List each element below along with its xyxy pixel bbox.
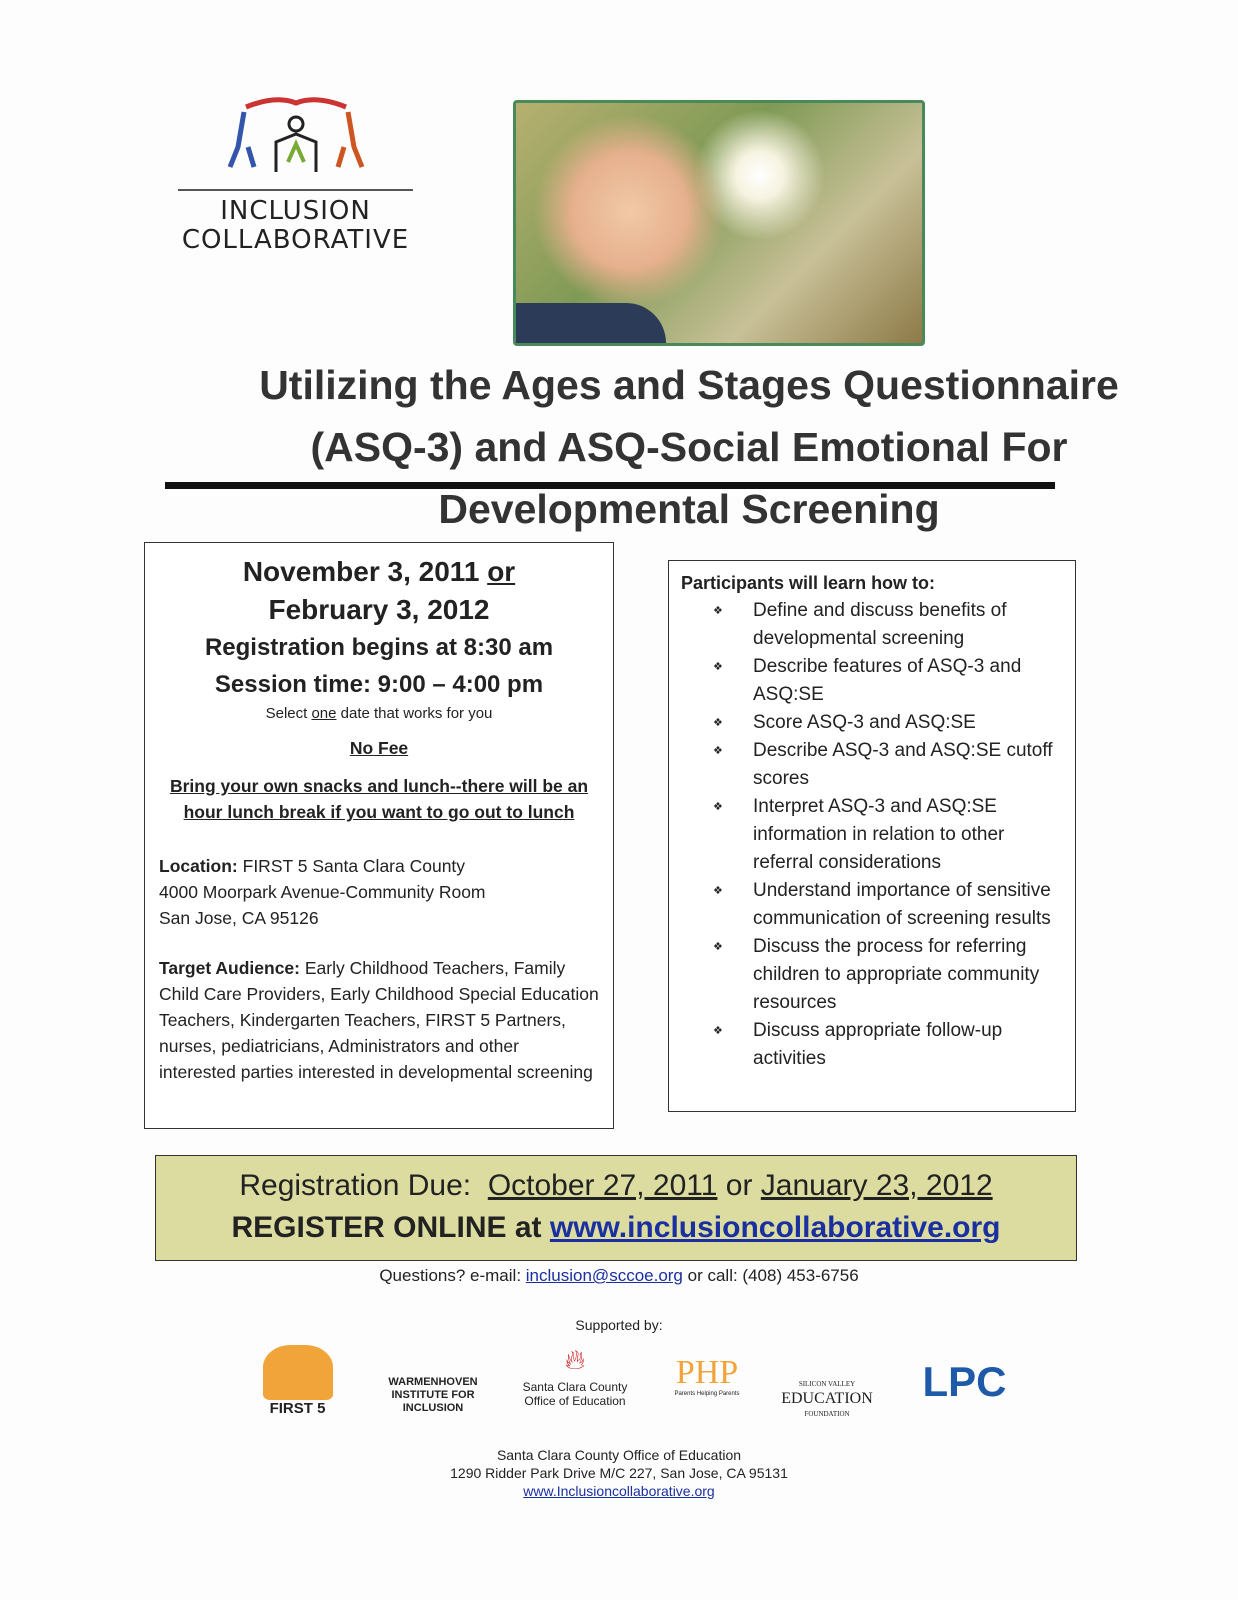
sccoe-logo: 🔥︎ Santa Clara County Office of Education <box>522 1344 628 1408</box>
title-line-1: Utilizing the Ages and Stages Questionnaire <box>259 362 1119 408</box>
learn-heading: Participants will learn how to: <box>681 573 936 593</box>
title-line-2: (ASQ-3) and ASQ-Social Emotional For <box>310 424 1068 470</box>
session-time: Session time: 9:00 – 4:00 pm <box>214 671 544 698</box>
email-link[interactable]: inclusion@sccoe.org <box>525 1266 683 1285</box>
register-online-label: REGISTER ONLINE at <box>231 1211 542 1244</box>
title-line-3: Developmental Screening <box>438 486 940 532</box>
logo-line1: INCLUSION <box>220 196 371 226</box>
contact-line: Questions? e-mail: inclusion@sccoe.org or call: (408) 453-6756 <box>379 1266 859 1285</box>
registration-time: Registration begins at 8:30 am <box>204 634 554 661</box>
objective-item: ❖ Discuss appropriate follow-up activities <box>681 1017 1063 1073</box>
footer-org: Santa Clara County Office of Education <box>496 1447 742 1463</box>
date-1: November 3, 2011 <box>242 556 480 587</box>
inclusion-collaborative-logo <box>178 92 413 272</box>
event-details-box <box>144 542 614 1129</box>
target-audience: Target Audience: Early Childhood Teachers, Family Child Care Providers, Early Childhood Special Education Teachers, Kindergarten Teachers, FIRST 5 Partners, nurses, pediatricians, Administrators and other interested parties interested in developmental screening <box>159 958 599 1082</box>
objective-item: ❖ Describe ASQ-3 and ASQ:SE cutoff scores <box>681 737 1063 793</box>
due-date-2: January 23, 2012 <box>760 1169 993 1202</box>
registration-banner: Registration Due: October 27, 2011 or January 23, 2012 REGISTER ONLINE at www.inclusioncollaborative.org <box>155 1155 1077 1261</box>
first5-logo: FIRST 5 <box>255 1345 340 1417</box>
objective-item: ❖ Interpret ASQ-3 and ASQ:SE information in relation to other referral considerations <box>681 793 1063 877</box>
lunch-note: Bring your own snacks and lunch--there will be an hour lunch break if you want to go out to lunch <box>169 776 589 822</box>
logo-figures-icon <box>226 92 366 182</box>
child-blowing-dandelion-photo <box>513 100 925 346</box>
learning-objectives-box <box>668 560 1076 1112</box>
due-date-1: October 27, 2011 <box>487 1169 718 1202</box>
event-dates <box>159 553 599 591</box>
lpc-logo: LPC <box>922 1358 1007 1405</box>
supported-by-label: Supported by: <box>575 1317 663 1333</box>
no-fee: No Fee <box>349 738 409 758</box>
svef-logo: SILICON VALLEY EDUCATION FOUNDATION <box>781 1380 873 1418</box>
footer-address: 1290 Ridder Park Drive M/C 227, San Jose, CA 95131 <box>450 1465 788 1481</box>
objective-item: ❖ Understand importance of sensitive communication of screening results <box>681 877 1063 933</box>
registration-due-label: Registration Due: <box>239 1169 472 1202</box>
objective-item: ❖ Score ASQ-3 and ASQ:SE <box>681 709 1063 737</box>
date-2: February 3, 2012 <box>268 594 490 625</box>
warmenhoven-logo: WARMENHOVEN INSTITUTE FOR INCLUSION <box>388 1376 478 1414</box>
footer <box>0 1446 1238 1500</box>
objective-item: ❖ Describe features of ASQ-3 and ASQ:SE <box>681 653 1063 709</box>
location: Location: FIRST 5 Santa Clara County 4000 Moorpark Avenue-Community Room San Jose, CA 95126 <box>159 856 486 928</box>
footer-link[interactable]: www.Inclusioncollaborative.org <box>523 1483 715 1499</box>
or-text: or <box>487 556 516 587</box>
objective-item: ❖ Discuss the process for referring children to appropriate community resources <box>681 933 1063 1017</box>
select-date-note: Select one date that works for you <box>265 705 493 722</box>
php-logo: PHP Parents Helping Parents <box>674 1354 740 1397</box>
objective-item: ❖ Define and discuss benefits of developmental screening <box>681 597 1063 653</box>
logo-line2: COLLABORATIVE <box>181 225 410 255</box>
registration-link[interactable]: www.inclusioncollaborative.org <box>549 1211 1001 1244</box>
supporter-logos <box>0 1340 1238 1435</box>
